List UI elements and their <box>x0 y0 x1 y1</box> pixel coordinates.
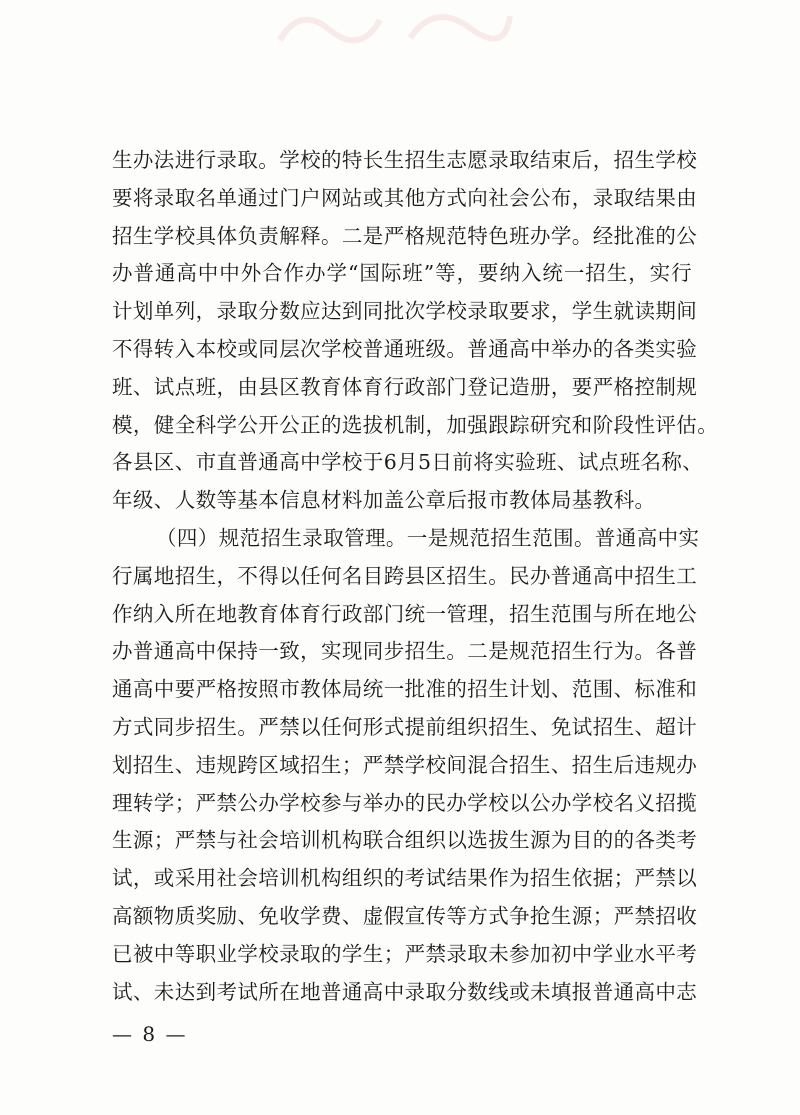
text-line: 划招生、违规跨区域招生；严禁学校间混合招生、招生后违规办 <box>112 752 698 777</box>
section-heading-line: （四）规范招生录取管理。一是规范招生范围。普通高中实 <box>156 525 700 550</box>
text-line: 计划单列，录取分数应达到同批次学校录取要求，学生就读期间 <box>112 299 698 324</box>
text-line: 生源；严禁与社会培训机构联合组织以选拔生源为目的的各类考 <box>112 828 698 853</box>
body-text <box>112 142 719 1011</box>
text-line: 试、未达到考试所在地普通高中录取分数线或未填报普通高中志 <box>112 979 698 1004</box>
text-line: 班、试点班，由县区教育体育行政部门登记造册，要严格控制规 <box>112 374 698 399</box>
bleed-through-marks <box>260 0 520 44</box>
text-line: 模，健全科学公开公正的选拔机制，加强跟踪研究和阶段性评估。 <box>112 412 719 437</box>
page-number: — 8 — <box>112 1022 188 1046</box>
text-line: 不得转入本校或同层次学校普通班级。普通高中举办的各类实验 <box>112 336 698 361</box>
text-line: 理转学；严禁公办学校参与举办的民办学校以公办学校名义招揽 <box>112 790 698 815</box>
text-line: 各县区、市直普通高中学校于6月5日前将实验班、试点班名称、 <box>112 450 704 475</box>
text-line: 要将录取名单通过门户网站或其他方式向社会公布，录取结果由 <box>112 185 698 210</box>
text-line: 高额物质奖励、免收学费、虚假宣传等方式争抢生源；严禁招收 <box>112 903 698 928</box>
text-line: 方式同步招生。严禁以任何形式提前组织招生、免试招生、超计 <box>112 714 698 739</box>
text-line: 试，或采用社会培训机构组织的考试结果作为招生依据；严禁以 <box>112 866 698 891</box>
text-line: 通高中要严格按照市教体局统一批准的招生计划、范围、标准和 <box>112 677 698 702</box>
text-line: 招生学校具体负责解释。二是严格规范特色班办学。经批准的公 <box>112 223 698 248</box>
text-line: 生办法进行录取。学校的特长生招生志愿录取结束后，招生学校 <box>112 148 698 172</box>
text-line: 年级、人数等基本信息材料加盖公章后报市教体局基教科。 <box>112 488 656 513</box>
text-line: 已被中等职业学校录取的学生；严禁录取未参加初中学业水平考 <box>112 941 698 966</box>
text-line: 行属地招生，不得以任何名目跨县区招生。民办普通高中招生工 <box>112 563 698 588</box>
text-line: 办普通高中中外合作办学“国际班”等，要纳入统一招生，实行 <box>112 261 692 286</box>
text-line: 办普通高中保持一致，实现同步招生。二是规范招生行为。各普 <box>112 639 698 664</box>
text-line: 作纳入所在地教育体育行政部门统一管理，招生范围与所在地公 <box>112 601 698 626</box>
